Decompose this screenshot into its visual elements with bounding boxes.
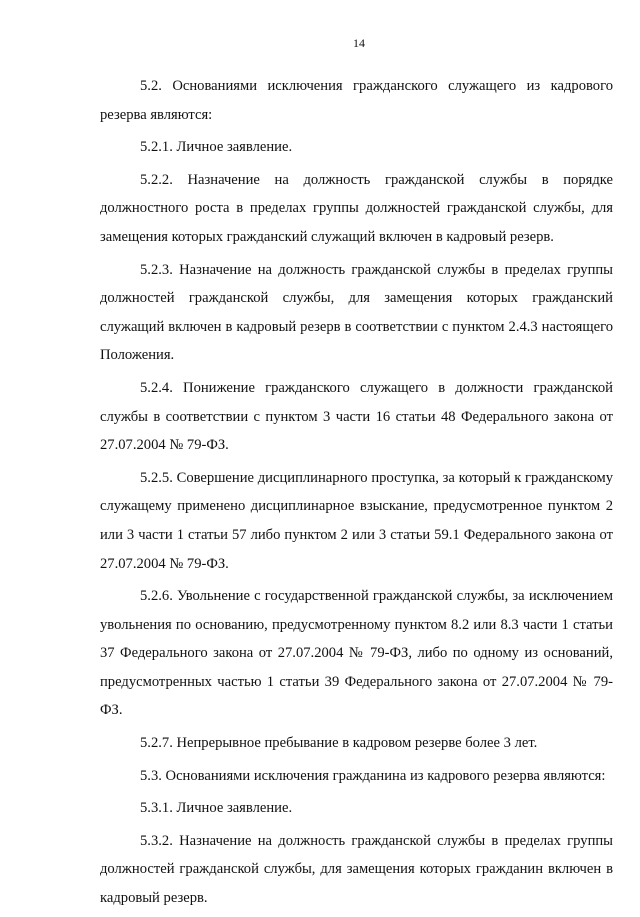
paragraph-5-3-1: 5.3.1. Личное заявление.	[140, 800, 293, 817]
paragraph-5-3-2: 5.3.2. Назначение на должность гражданской службы в пределах группы должностей гражданской службы, для замещения которых гражданин включен в кадровый резерв.	[100, 832, 613, 907]
page-number: 14	[353, 36, 365, 50]
paragraph-5-3: 5.3. Основаниями исключения гражданина из кадрового резерва являются:	[140, 767, 606, 784]
paragraph-5-2-3: 5.2.3. Назначение на должность гражданской службы в пределах группы должностей гражданской службы, для замещения которых гражданский служащий включен в кадровый резерв в соответствии с пунктом 2.4.3 настоящего Положения.	[100, 261, 613, 364]
paragraph-5-2-2: 5.2.2. Назначение на должность гражданской службы в порядке должностного роста в пределах группы должностей гражданской службы, для замещения которых гражданский служащий включен в кадровый резерв.	[100, 171, 613, 245]
paragraph-5-2-7: 5.2.7. Непрерывное пребывание в кадровом резерве более 3 лет.	[140, 735, 538, 752]
document-body	[100, 72, 613, 917]
paragraph-5-2-4: 5.2.4. Понижение гражданского служащего в должности гражданской службы в соответствии с пунктом 3 части 16 статьи 48 Федерального закона от 27.07.2004 № 79-ФЗ.	[100, 379, 613, 454]
paragraph-5-2-1: 5.2.1. Личное заявление.	[140, 139, 293, 156]
paragraph-5-2-5: 5.2.5. Совершение дисциплинарного проступка, за который к гражданскому служащему применено дисциплинарное взыскание, предусмотренное пунктом 2 или 3 части 1 статьи 57 либо пунктом 2 или 3 статьи 59.1 Федерального закона от 27.07.2004 № 79-ФЗ.	[100, 469, 613, 572]
paragraph-5-2: 5.2. Основаниями исключения гражданского служащего из кадрового резерва являются:	[100, 78, 613, 123]
paragraph-5-2-6: 5.2.6. Увольнение с государственной гражданской службы, за исключением увольнения по основанию, предусмотренному пунктом 8.2 или 8.3 части 1 статьи 37 Федерального закона от 27.07.2004 № 79-ФЗ, либо по одному из оснований, предусмотренных частью 1 статьи 39 Федерального закона от 27.07.2004 № 79-ФЗ.	[100, 588, 613, 719]
